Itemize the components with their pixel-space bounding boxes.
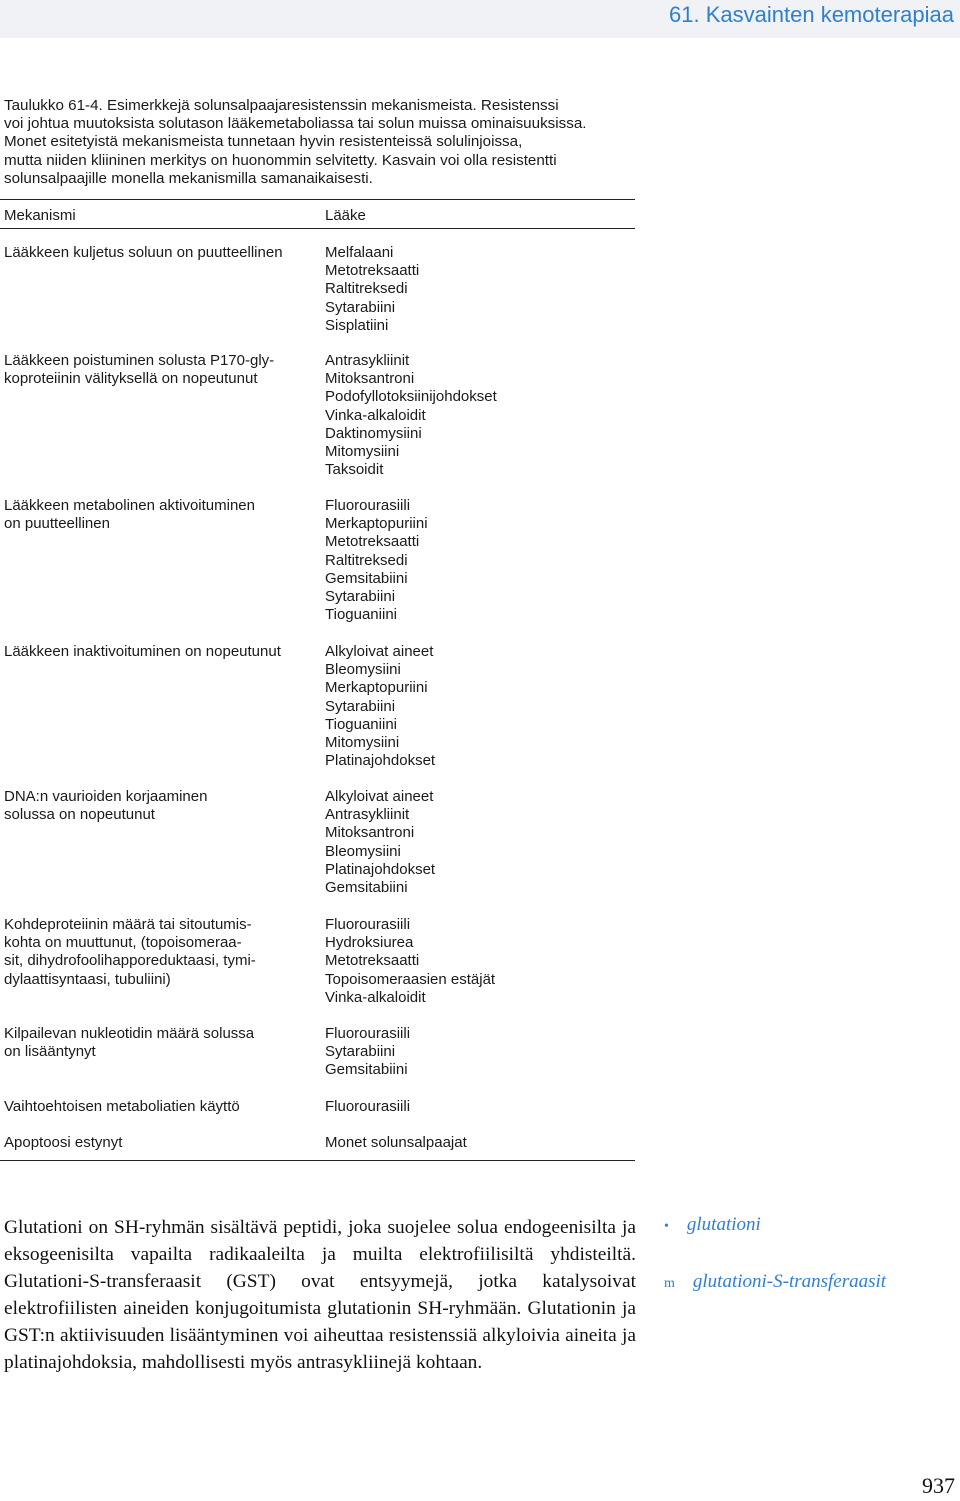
drug-name: Vinka-alkaloidit (325, 988, 426, 1006)
drug-cell (325, 352, 635, 479)
mechanism-cell (4, 352, 304, 388)
mechanism-line: on puutteellinen (4, 515, 110, 533)
mechanism-line: sit, dihydrofoolihapporeduktaasi, tymi- (4, 952, 256, 970)
drug-name: Sytarabiini (325, 697, 396, 715)
bullet-icon: m (664, 1276, 675, 1291)
caption-line: Taulukko 61-4. Esimerkkejä solunsalpaajaresistenssin mekanismeista. Resistenssi (4, 97, 559, 114)
drug-cell (325, 1134, 635, 1152)
drug-name: Antrasykliinit (325, 352, 410, 369)
drug-name: Platinajohdokset (325, 860, 436, 878)
caption-line: Monet esitetyistä mekanismeista tunnetaan hyvin resistenteissä solulinjoissa, (4, 133, 523, 151)
drug-name: Raltitreksedi (325, 280, 408, 298)
mechanism-cell (4, 643, 304, 661)
page-number: 937 (922, 1473, 955, 1498)
mechanism-column-header: Mekanismi (4, 207, 76, 224)
drug-cell (325, 244, 635, 335)
drug-name: Fluorourasiili (325, 1025, 411, 1042)
drug-name: Mitoksantroni (325, 824, 415, 842)
bullet-icon: • (664, 1219, 669, 1234)
drug-name: Platinajohdokset (325, 752, 436, 770)
mechanism-line: solussa on nopeutunut (4, 806, 155, 824)
drug-name: Tioguaniini (325, 715, 397, 733)
drug-name: Alkyloivat aineet (325, 788, 434, 805)
mechanism-line: Lääkkeen poistuminen solusta P170-gly- (4, 352, 275, 369)
drug-name: Hydroksiurea (325, 934, 414, 952)
drug-cell (325, 916, 635, 1007)
drug-name: Vinka-alkaloidit (325, 406, 426, 424)
mechanism-line: Lääkkeen kuljetus soluun on puutteellinen (4, 244, 283, 261)
mechanism-cell (4, 788, 304, 824)
drug-name: Mitomysiini (325, 734, 400, 752)
drug-name: Sytarabiini (325, 588, 396, 606)
drug-name: Bleomysiini (325, 842, 401, 860)
mechanism-line: Vaihtoehtoisen metaboliatien käyttö (4, 1098, 240, 1115)
mechanism-line: Kilpailevan nukleotidin määrä solussa (4, 1025, 255, 1042)
drug-name: Melfalaani (325, 244, 394, 261)
drug-name: Topoisomeraasien estäjät (325, 970, 496, 988)
table-caption (4, 97, 634, 188)
mechanism-line: Lääkkeen metabolinen aktivoituminen (4, 497, 255, 514)
drug-name: Metotreksaatti (325, 262, 420, 280)
table-bottom-rule (0, 1160, 635, 1161)
drug-name: Podofyllotoksiinijohdokset (325, 388, 497, 406)
drug-cell (325, 788, 635, 897)
mechanism-line: kohta on muuttunut, (topoisomeraa- (4, 934, 242, 952)
margin-note-gst (664, 1271, 886, 1293)
table-header-rule (0, 228, 635, 229)
drug-name: Fluorourasiili (325, 1098, 411, 1115)
mechanism-line: Lääkkeen inaktivoituminen on nopeutunut (4, 643, 281, 660)
mechanism-cell (4, 244, 304, 262)
drug-cell (325, 643, 635, 770)
drug-name: Alkyloivat aineet (325, 643, 434, 660)
drug-name: Merkaptopuriini (325, 679, 428, 697)
chapter-header-bar (0, 0, 960, 38)
drug-name: Raltitreksedi (325, 551, 408, 569)
drug-name: Gemsitabiini (325, 569, 408, 587)
drug-name: Antrasykliinit (325, 806, 410, 824)
drug-name: Fluorourasiili (325, 497, 411, 514)
margin-note-text: glutationi (686, 1214, 761, 1235)
mechanism-line: Apoptoosi estynyt (4, 1134, 123, 1151)
drug-cell (325, 1098, 635, 1116)
margin-note-text: glutationi-S-transferaasit (692, 1271, 887, 1292)
drug-name: Gemsitabiini (325, 1061, 408, 1079)
drug-name: Taksoidit (325, 461, 384, 479)
body-paragraph: Glutationi on SH-ryhmän sisältävä peptidi, joka suojelee solua endogeenisilta ja eksogeenisilta vapailta radikaaleilta ja muilta elektrofiilisiltä yhdisteiltä. Glutationi-S-transferaasit (GST) ovat entsyymejä, jotka katalysoivat elektrofiilisten aineiden konjugoitumista glutationin SH-ryhmään. Glutationin ja GST:n aktiivisuuden lisääntyminen voi aiheuttaa resistenssiä alkyloivia aineita ja platinajohdoksia, mahdollisesti myös antrasykliinejä kohtaan. (4, 1217, 636, 1373)
caption-line: voi johtua muutoksista solutason lääkemetaboliassa tai solun muissa ominaisuuksissa. (4, 115, 587, 133)
mechanism-line: DNA:n vaurioiden korjaaminen (4, 788, 208, 805)
table-top-rule (0, 199, 635, 200)
margin-note-glutationi (664, 1214, 761, 1236)
mechanism-cell (4, 916, 304, 989)
drug-name: Gemsitabiini (325, 879, 408, 897)
mechanism-line: Kohdeproteiinin määrä tai sitoutumis- (4, 916, 252, 933)
drug-name: Monet solunsalpaajat (325, 1134, 467, 1151)
mechanism-cell (4, 497, 304, 533)
mechanism-line: on lisääntynyt (4, 1043, 96, 1061)
drug-cell (325, 497, 635, 624)
drug-column-header: Lääke (325, 207, 366, 224)
mechanism-cell (4, 1134, 304, 1152)
drug-name: Metotreksaatti (325, 952, 420, 970)
drug-name: Tioguaniini (325, 606, 397, 624)
drug-name: Mitoksantroni (325, 370, 415, 388)
drug-name: Sisplatiini (325, 316, 389, 334)
mechanism-line: koproteiinin välityksellä on nopeutunut (4, 370, 258, 388)
drug-name: Merkaptopuriini (325, 515, 428, 533)
caption-line: solunsalpaajille monella mekanismilla samanaikaisesti. (4, 169, 373, 187)
mechanism-cell (4, 1025, 304, 1061)
drug-name: Daktinomysiini (325, 424, 422, 442)
drug-name: Metotreksaatti (325, 533, 420, 551)
caption-line: mutta niiden kliininen merkitys on huonommin selvitetty. Kasvain voi olla resistentti (4, 151, 557, 169)
mechanism-cell (4, 1098, 304, 1116)
chapter-title: 61. Kasvainten kemoterapiaa (669, 2, 954, 27)
drug-name: Sytarabiini (325, 1043, 396, 1061)
drug-name: Fluorourasiili (325, 916, 411, 933)
drug-name: Sytarabiini (325, 298, 396, 316)
drug-cell (325, 1025, 635, 1080)
mechanism-line: dylaattisyntaasi, tubuliini) (4, 970, 171, 988)
drug-name: Bleomysiini (325, 661, 401, 679)
drug-name: Mitomysiini (325, 443, 400, 461)
